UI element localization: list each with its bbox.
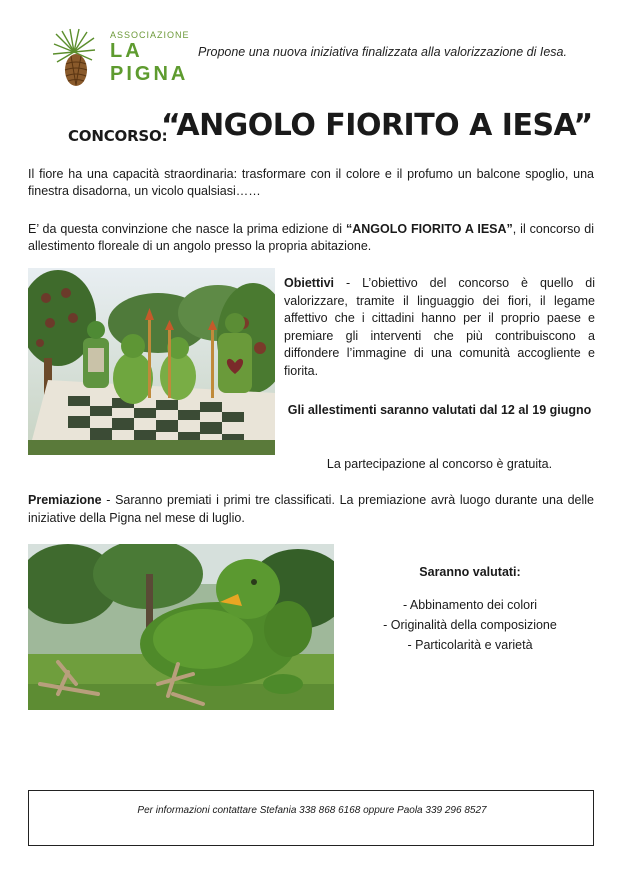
contest-name: “ANGOLO FIORITO A IESA” xyxy=(345,222,513,236)
criteria-title: Saranno valutati: xyxy=(419,565,521,579)
logo-small-text: ASSOCIAZIONE xyxy=(110,30,190,40)
intro-text-before: E’ da questa convinzione che nasce la prima edizione di xyxy=(28,222,346,236)
objectives-paragraph xyxy=(284,275,595,380)
contact-info-text: Per informazioni contattare Stefania 338 868 6168 oppure Paola 339 296 8527 xyxy=(137,805,487,816)
awards-paragraph xyxy=(28,492,594,527)
objectives-text: - L’obiettivo del concorso è quello di valorizzare, tramite il linguaggio dei fiori, il legame affettivo che i cittadini hanno per il proprio paese e premiare gli interventi che più contribuiscono a diffondere l’immagine di una comunità accogliente e fiorita. xyxy=(284,276,595,378)
intro-paragraph-2 xyxy=(28,221,594,255)
association-logo xyxy=(52,28,192,90)
awards-text: - Saranno premiati i primi tre classificati. La premiazione avrà luogo durante una delle iniziative della Pigna nel mese di luglio. xyxy=(28,493,594,525)
topiary-chess-photo xyxy=(28,268,275,455)
evaluation-dates: Gli allestimenti saranno valutati dal 12 al 19 giugno xyxy=(287,403,592,417)
intro-text-after: , il concorso di allestimento floreale di un angolo presso la propria abitazione. xyxy=(28,222,594,253)
objectives-label: Obiettivi xyxy=(284,276,335,290)
page-title: “ANGOLO FIORITO A IESA” xyxy=(161,108,593,143)
logo-line-1: LA xyxy=(110,40,143,62)
pine-cone-icon xyxy=(52,28,96,88)
intro-paragraph-1: Il fiore ha una capacità straordinaria: trasformare con il colore e il profumo un balcone spoglio, una finestra disadorna, un vicolo qualsiasi…… xyxy=(28,167,594,198)
title-prefix: CONCORSO: xyxy=(68,127,168,145)
tagline: Propone una nuova iniziativa finalizzata alla valorizzazione di Iesa. xyxy=(198,45,567,59)
logo-line-2: PIGNA xyxy=(110,63,189,85)
topiary-bird-photo xyxy=(28,544,334,710)
free-participation-note: La partecipazione al concorso è gratuita. xyxy=(326,457,553,471)
criteria-item: - Originalità della composizione xyxy=(383,618,557,632)
contact-info-box xyxy=(28,790,594,846)
criteria-item: - Abbinamento dei colori xyxy=(402,598,538,612)
awards-label: Premiazione xyxy=(28,493,102,507)
criteria-item: - Particolarità e varietà xyxy=(407,638,533,652)
evaluation-criteria xyxy=(350,565,590,655)
